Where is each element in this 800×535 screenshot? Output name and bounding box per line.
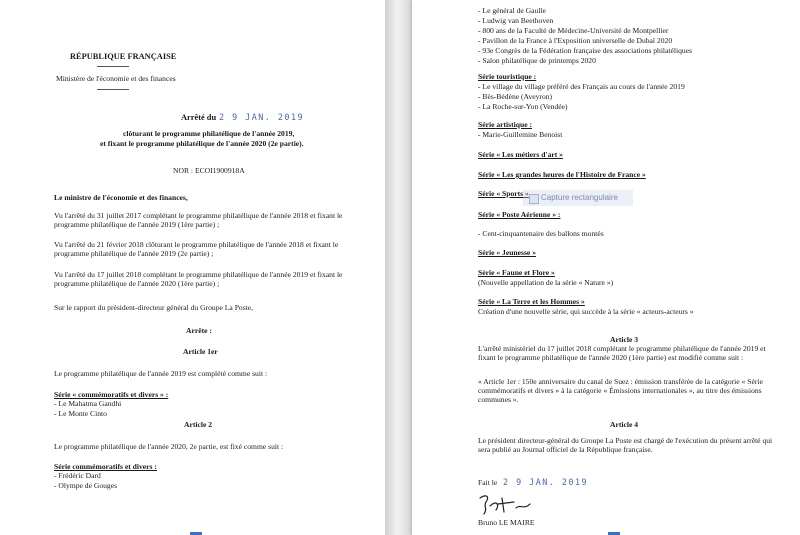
article-3-heading: Article 3 bbox=[610, 335, 639, 344]
signature-date-stamp: 2 9 JAN. 2019 bbox=[503, 477, 589, 487]
faune-note: (Nouvelle appellation de la série « Nature ») bbox=[478, 278, 614, 287]
list-item: - Salon philatélique de printemps 2020 bbox=[478, 56, 596, 65]
fait-le-label: Fait le bbox=[478, 478, 498, 487]
list-item: - Ludwig van Beethoven bbox=[478, 16, 554, 25]
title-line-1: clôturant le programme philatélique de l'année 2019, bbox=[123, 129, 295, 138]
article-4-heading: Article 4 bbox=[610, 420, 639, 429]
serie-commemoratifs-1: Série « commémoratifs et divers » : bbox=[54, 390, 169, 399]
list-item: - La Roche-sur-Yon (Vendée) bbox=[478, 102, 568, 111]
list-item: - Olympe de Gouges bbox=[54, 481, 118, 490]
article-1-heading: Article 1er bbox=[183, 347, 218, 356]
list-item: - Le général de Gaulle bbox=[478, 6, 546, 15]
serie-grandes-heures: Série « Les grandes heures de l'Histoire de France » bbox=[478, 170, 646, 179]
page-gutter bbox=[385, 0, 412, 535]
arrete-prefix: Arrêté du bbox=[181, 113, 217, 122]
serie-touristique: Série touristique : bbox=[478, 72, 537, 81]
arrete-heading: Arrête : bbox=[186, 326, 212, 335]
vu-paragraph-3: Vu l'arrêté du 17 juillet 2018 complétant le programme philatélique de l'année 2019 et fixant le programme philatélique de l'année 2020 (1ère partie) ; bbox=[54, 270, 343, 288]
ministry-name: Ministère de l'économie et des finances bbox=[56, 74, 176, 83]
list-item: - Pavillon de la France à l'Exposition universelle de Dubaï 2020 bbox=[478, 36, 673, 45]
title-line-2: et fixant le programme philatélique de l'année 2020 (2e partie). bbox=[100, 139, 304, 148]
page-left bbox=[0, 0, 385, 535]
list-item: - 93e Congrès de la Fédération française des associations philatéliques bbox=[478, 46, 693, 55]
list-item: - Marie-Guillemine Benoist bbox=[478, 130, 563, 139]
date-stamp: 2 9 JAN. 2019 bbox=[219, 112, 305, 122]
list-item: - Bès-Bédène (Aveyron) bbox=[478, 92, 553, 101]
serie-commemoratifs-2: Série commémoratifs et divers : bbox=[54, 462, 157, 471]
list-item: - Cent-cinquantenaire des ballons montés bbox=[478, 229, 604, 238]
list-item: - Le Mahatma Gandhi bbox=[54, 399, 122, 408]
serie-jeunesse: Série « Jeunesse » bbox=[478, 248, 536, 257]
serie-poste-aerienne: Série « Poste Aérienne » : bbox=[478, 210, 561, 219]
support-line: Sur le rapport du président-directeur général du Groupe La Poste, bbox=[54, 303, 254, 312]
signatory-name: Bruno LE MAIRE bbox=[478, 518, 535, 527]
article-2-heading: Article 2 bbox=[184, 420, 213, 429]
heading-rule bbox=[97, 66, 129, 67]
vu-paragraph-1: Vu l'arrêté du 31 juillet 2017 complétant le programme philatélique de l'année 2018 et fixant le programme philatélique de l'année 2019 (1ère partie) ; bbox=[54, 211, 343, 229]
list-item: - 800 ans de la Faculté de Médecine-Université de Montpellier bbox=[478, 26, 669, 35]
signature-image bbox=[474, 492, 544, 518]
article-2-text: Le programme philatélique de l'année 2020, 2e partie, est fixé comme suit : bbox=[54, 442, 284, 451]
minister-line: Le ministre de l'économie et des finances, bbox=[54, 193, 188, 202]
ministry-rule bbox=[97, 89, 129, 90]
page-right bbox=[412, 0, 800, 535]
article-4-text: Le président directeur-général du Groupe La Poste est chargé de l'exécution du présent arrêté qui sera publié au Journal officiel de la République française. bbox=[478, 436, 773, 454]
article-1-text: Le programme philatélique de l'année 2019 est complété comme suit : bbox=[54, 369, 268, 378]
list-item: - Le Monte Cinto bbox=[54, 409, 107, 418]
serie-metiers-art: Série « Les métiers d'art » bbox=[478, 150, 563, 159]
serie-terre-hommes: Série « La Terre et les Hommes » bbox=[478, 297, 585, 306]
serie-sports: Série « Sports » bbox=[478, 189, 529, 198]
terre-note: Création d'une nouvelle série, qui succède à la série « acteurs-acteurs » bbox=[478, 307, 694, 316]
republic-heading: RÉPUBLIQUE FRANÇAISE bbox=[70, 52, 177, 61]
capture-tooltip: Capture rectangulaire bbox=[523, 190, 633, 206]
list-item: - Frédéric Dard bbox=[54, 471, 101, 480]
article-3-text: L'arrêté ministériel du 17 juillet 2018 complétant le programme philatélique de l'année 2019 et fixant le programme philatélique de l'année 2020 (1ère partie) est modifié comme suit : bbox=[478, 344, 766, 362]
serie-artistique: Série artistique : bbox=[478, 120, 532, 129]
list-item: - Le village du village préféré des Français au cours de l'année 2019 bbox=[478, 82, 685, 91]
serie-faune-flore: Série « Faune et Flore » bbox=[478, 268, 555, 277]
nor-reference: NOR : ECOI1900918A bbox=[173, 166, 245, 175]
article-3-quote: « Article 1er : 150e anniversaire du canal de Suez : émission transférée de la catégorie « Série commémoratifs et divers » à la catégorie « Émissions internationales », au titre des émissions communes ». bbox=[478, 377, 763, 404]
vu-paragraph-2: Vu l'arrêté du 21 février 2018 clôturant le programme philatélique de l'année 2018 et fixant le programme philatélique de l'année 2019 (2e partie) ; bbox=[54, 240, 339, 258]
